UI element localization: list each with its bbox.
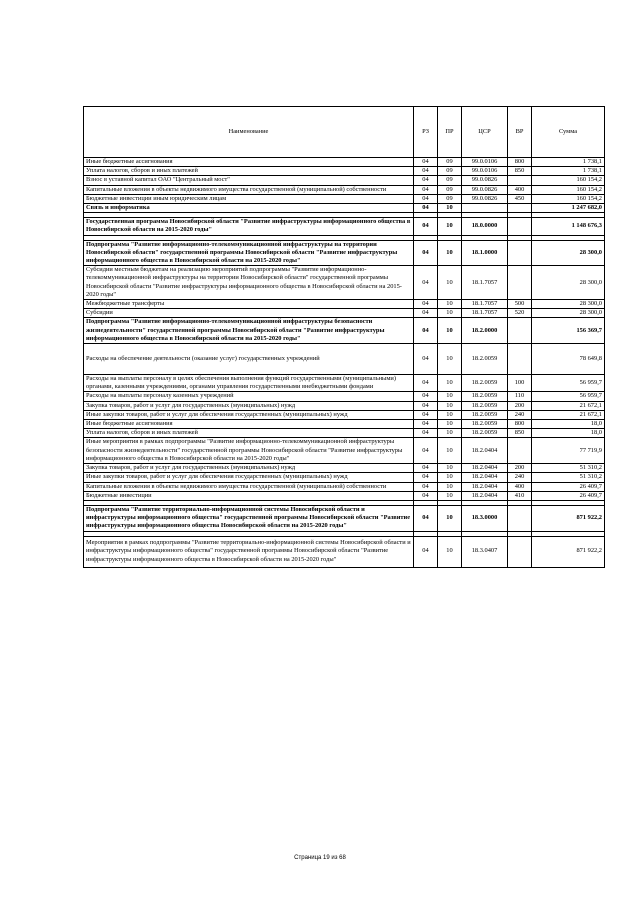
cell-vr: 100 [508,375,532,392]
cell-rz: 04 [414,420,438,429]
cell-rz: 04 [414,266,438,300]
cell-pr: 09 [438,158,462,167]
cell-vr: 850 [508,167,532,176]
cell-sum: 56 959,7 [532,392,605,401]
cell-rz: 04 [414,318,438,344]
cell-sum: 1 738,1 [532,158,605,167]
cell-sum: 871 922,2 [532,505,605,531]
cell-name: Уплата налогов, сборов и иных платежей [84,429,414,438]
cell-vr [508,218,532,235]
cell-pr: 10 [438,429,462,438]
cell-pr: 09 [438,194,462,203]
cell-pr: 10 [438,240,462,266]
cell-rz: 04 [414,158,438,167]
cell-vr: 200 [508,464,532,473]
cell-name: Государственная программа Новосибирской области "Развитие инфраструктуры информационного общества в Новосибирской области на 2015-2020 годы" [84,218,414,235]
cell-rz: 04 [414,482,438,491]
table-row [84,158,605,167]
cell-sum: 28 300,0 [532,300,605,309]
cell-sum: 1 148 676,3 [532,218,605,235]
cell-csr: 99.0.0106 [462,167,508,176]
cell-csr: 18.2.0404 [462,482,508,491]
cell-pr: 10 [438,318,462,344]
cell-csr: 18.1.7057 [462,300,508,309]
cell-rz: 04 [414,300,438,309]
cell-name: Расходы на выплаты персоналу в целях обеспечения выполнения функций государственными (муниципальными) органами, казенными учреждениями, органами управления государственными внебюджетными фондами [84,375,414,392]
table-row [84,536,605,567]
cell-rz: 04 [414,344,438,375]
cell-name: Мероприятия в рамках подпрограммы "Развитие территориально-информационной системы Новосибирской области и инфраструктуры информационного общества" государственной программы Новосибирской области "Развитие инфраструктуры информационного общества в Новосибирской области на 2015-2020 годы" [84,536,414,567]
cell-sum: 26 409,7 [532,491,605,500]
cell-pr: 10 [438,505,462,531]
table-row [84,300,605,309]
table-row [84,375,605,392]
header-csr: ЦСР [462,107,508,158]
cell-pr: 09 [438,167,462,176]
cell-vr: 520 [508,309,532,318]
page-number: Страница 19 из 68 [294,855,346,861]
cell-pr: 10 [438,420,462,429]
cell-sum: 18,0 [532,420,605,429]
cell-vr [508,266,532,300]
cell-pr: 10 [438,401,462,410]
cell-sum: 871 922,2 [532,536,605,567]
table-row [84,491,605,500]
cell-sum: 28 300,0 [532,309,605,318]
cell-vr [508,536,532,567]
cell-rz: 04 [414,464,438,473]
cell-name: Иные закупки товаров, работ и услуг для обеспечения государственных (муниципальных) нужд [84,410,414,419]
header-vr: ВР [508,107,532,158]
cell-rz: 04 [414,218,438,235]
cell-csr: 18.0.0000 [462,218,508,235]
cell-rz: 04 [414,185,438,194]
cell-rz: 04 [414,429,438,438]
cell-name: Бюджетные инвестиции [84,491,414,500]
table-row [84,401,605,410]
header-name: Наименование [84,107,414,158]
table-row [84,473,605,482]
cell-rz: 04 [414,438,438,464]
cell-name: Капитальные вложения в объекты недвижимого имущества государственной (муниципальной) собственности [84,482,414,491]
cell-vr: 850 [508,429,532,438]
cell-rz: 04 [414,392,438,401]
cell-vr [508,318,532,344]
cell-rz: 04 [414,167,438,176]
cell-csr: 18.2.0059 [462,420,508,429]
cell-name: Взнос в уставной капитал ОАО "Центральный мост" [84,176,414,185]
header-rz: РЗ [414,107,438,158]
cell-sum: 156 369,7 [532,318,605,344]
cell-name: Закупка товаров, работ и услуг для государственных (муниципальных) нужд [84,464,414,473]
cell-name: Иные закупки товаров, работ и услуг для обеспечения государственных (муниципальных) нужд [84,473,414,482]
cell-csr: 18.2.0404 [462,464,508,473]
table-row [84,344,605,375]
table-row [84,420,605,429]
cell-csr: 99.0.0826 [462,194,508,203]
cell-csr: 99.0.0826 [462,176,508,185]
cell-vr: 500 [508,300,532,309]
cell-name: Иные бюджетные ассигнования [84,158,414,167]
cell-sum: 160 154,2 [532,176,605,185]
cell-sum: 78 649,8 [532,344,605,375]
cell-rz: 04 [414,401,438,410]
cell-sum: 160 154,2 [532,194,605,203]
cell-name: Иные мероприятия в рамках подпрограммы "Развитие информационно-телекоммуникационной инфраструктуры безопасности жизнедеятельности" государственной программы Новосибирской области "Развитие инфраструктуры информационного общества в Новосибирской области на 2015-2020 годы" [84,438,414,464]
cell-name: Капитальные вложения в объекты недвижимого имущества государственной (муниципальной) собственности [84,185,414,194]
cell-csr: 18.2.0404 [462,473,508,482]
cell-rz: 04 [414,194,438,203]
cell-csr: 99.0.0106 [462,158,508,167]
cell-pr: 10 [438,266,462,300]
cell-vr: 450 [508,194,532,203]
cell-vr: 240 [508,410,532,419]
cell-sum: 1 738,1 [532,167,605,176]
cell-sum: 28 300,0 [532,240,605,266]
cell-csr: 18.2.0059 [462,344,508,375]
cell-csr: 18.2.0059 [462,375,508,392]
cell-vr [508,240,532,266]
cell-sum: 77 719,9 [532,438,605,464]
header-pr: ПР [438,107,462,158]
table-row [84,266,605,300]
cell-csr [462,204,508,213]
cell-name: Связь и информатика [84,204,414,213]
table-row [84,309,605,318]
cell-pr: 10 [438,491,462,500]
table-row [84,464,605,473]
table-row [84,185,605,194]
cell-name: Уплата налогов, сборов и иных платежей [84,167,414,176]
table-row [84,392,605,401]
cell-pr: 10 [438,218,462,235]
cell-vr: 110 [508,392,532,401]
cell-pr: 10 [438,309,462,318]
cell-vr: 400 [508,482,532,491]
cell-pr: 10 [438,438,462,464]
table-row [84,176,605,185]
cell-sum: 51 310,2 [532,473,605,482]
table-row [84,194,605,203]
cell-name: Субсидии [84,309,414,318]
cell-vr [508,344,532,375]
cell-csr: 18.2.0059 [462,410,508,419]
cell-sum: 21 672,1 [532,410,605,419]
cell-csr: 18.3.0000 [462,505,508,531]
cell-name: Подпрограмма "Развитие территориально-информационной системы Новосибирской области и инфраструктуры информационного общества" государственной программы Новосибирской области "Развитие инфраструктуры информационного общества Новосибирской области на 2015-2020 годы" [84,505,414,531]
cell-pr: 10 [438,464,462,473]
table-row [84,218,605,235]
cell-pr: 10 [438,375,462,392]
cell-vr [508,176,532,185]
cell-rz: 04 [414,536,438,567]
table-row [84,204,605,213]
cell-csr: 18.1.7057 [462,309,508,318]
cell-csr: 18.2.0404 [462,491,508,500]
cell-pr: 10 [438,473,462,482]
table-row [84,410,605,419]
cell-csr: 18.3.0407 [462,536,508,567]
cell-vr [508,204,532,213]
table-row [84,167,605,176]
cell-sum: 1 247 682,0 [532,204,605,213]
cell-csr: 18.2.0404 [462,438,508,464]
cell-csr: 18.2.0059 [462,401,508,410]
cell-pr: 10 [438,344,462,375]
cell-name: Субсидии местным бюджетам на реализацию мероприятий подпрограммы "Развитие информационно-телекоммуникационной инфраструктуры на территории Новосибирской области" государственной программы Новосибирской области "Развитие инфраструктуры информационного общества в Новосибирской области на 2015-2020 годы" [84,266,414,300]
cell-vr [508,438,532,464]
cell-rz: 04 [414,309,438,318]
cell-name: Бюджетные инвестиции иным юридическим лицам [84,194,414,203]
table-row [84,438,605,464]
cell-csr: 18.2.0000 [462,318,508,344]
cell-sum: 21 672,1 [532,401,605,410]
budget-table [83,106,605,568]
table-row [84,429,605,438]
cell-rz: 04 [414,204,438,213]
table-row [84,318,605,344]
cell-vr [508,505,532,531]
cell-sum: 26 409,7 [532,482,605,491]
table-body [84,158,605,568]
cell-sum: 56 959,7 [532,375,605,392]
cell-rz: 04 [414,375,438,392]
cell-pr: 10 [438,482,462,491]
cell-csr: 18.1.7057 [462,266,508,300]
cell-rz: 04 [414,240,438,266]
cell-rz: 04 [414,473,438,482]
cell-csr: 99.0.0826 [462,185,508,194]
cell-pr: 10 [438,300,462,309]
cell-vr: 240 [508,473,532,482]
header-sum: Сумма [532,107,605,158]
cell-name: Иные бюджетные ассигнования [84,420,414,429]
header-row [84,107,605,158]
cell-name: Расходы на выплаты персоналу казенных учреждений [84,392,414,401]
table-row [84,482,605,491]
cell-name: Закупка товаров, работ и услуг для государственных (муниципальных) нужд [84,401,414,410]
cell-sum: 18,0 [532,429,605,438]
cell-csr: 18.2.0059 [462,392,508,401]
cell-sum: 28 300,0 [532,266,605,300]
cell-rz: 04 [414,505,438,531]
cell-vr: 200 [508,401,532,410]
cell-pr: 10 [438,204,462,213]
cell-rz: 04 [414,491,438,500]
cell-pr: 09 [438,185,462,194]
cell-csr: 18.2.0059 [462,429,508,438]
cell-pr: 10 [438,410,462,419]
cell-sum: 51 310,2 [532,464,605,473]
cell-rz: 04 [414,176,438,185]
cell-name: Межбюджетные трансферты [84,300,414,309]
cell-pr: 10 [438,392,462,401]
cell-sum: 160 154,2 [532,185,605,194]
table-row [84,240,605,266]
cell-pr: 09 [438,176,462,185]
cell-vr: 400 [508,185,532,194]
cell-csr: 18.1.0000 [462,240,508,266]
table-row [84,505,605,531]
cell-name: Подпрограмма "Развитие информационно-телекоммуникационной инфраструктуры на территории Новосибирской области" государственной программы Новосибирской области "Развитие инфраструктуры информационного общества в Новосибирской области на 2015-2020 годы" [84,240,414,266]
cell-vr: 800 [508,158,532,167]
cell-pr: 10 [438,536,462,567]
cell-name: Расходы на обеспечение деятельности (оказание услуг) государственных учреждений [84,344,414,375]
cell-name: Подпрограмма "Развитие информационно-телекоммуникационной инфраструктуры безопасности жизнедеятельности" государственной программы Новосибирской области "Развитие инфраструктуры информационного общества в Новосибирской области на 2015-2020 годы" [84,318,414,344]
cell-rz: 04 [414,410,438,419]
cell-vr: 800 [508,420,532,429]
cell-vr: 410 [508,491,532,500]
